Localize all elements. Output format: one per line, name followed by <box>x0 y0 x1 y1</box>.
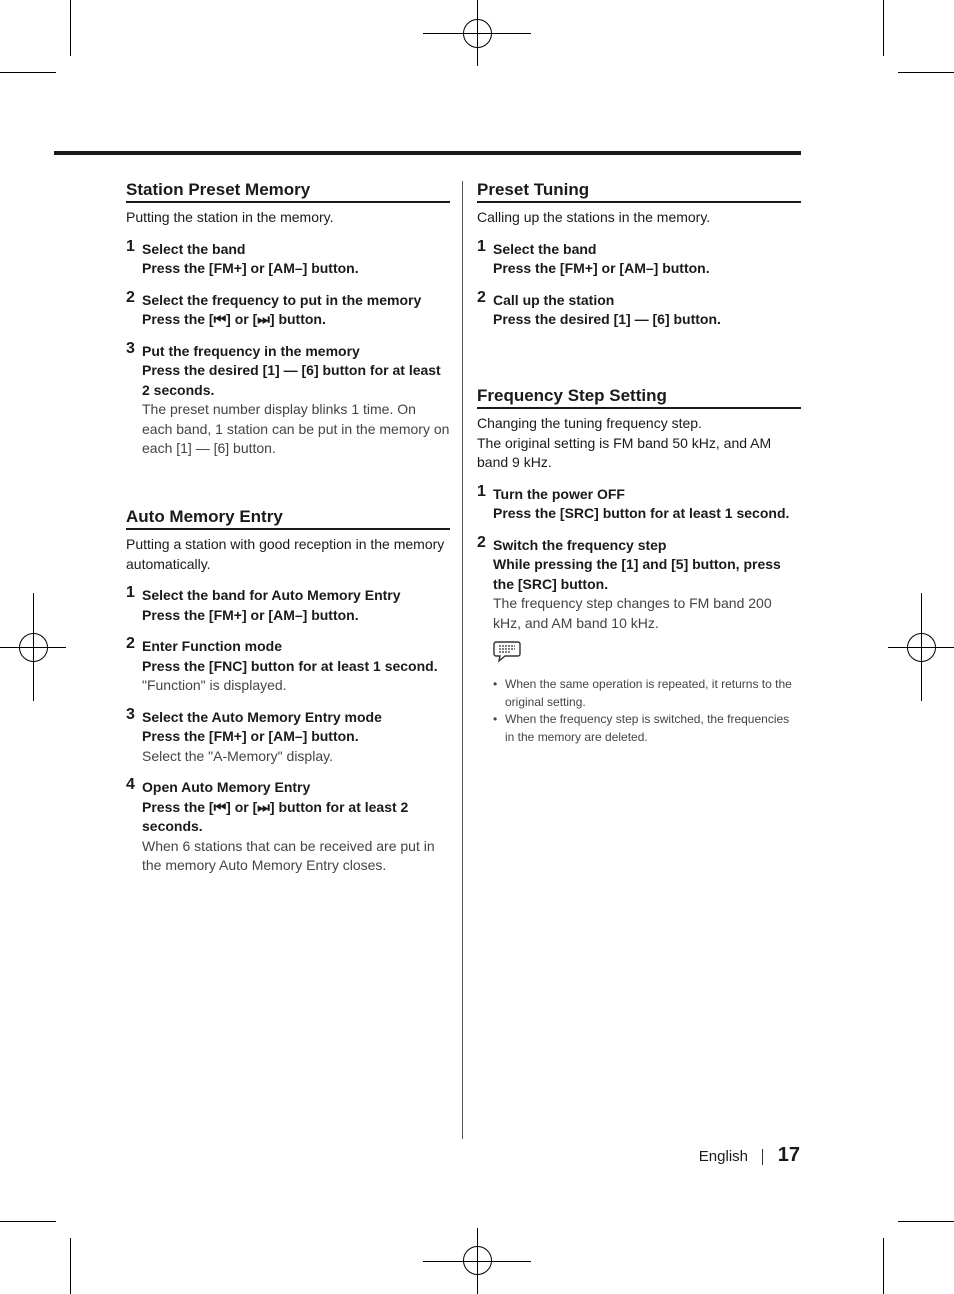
step-desc: While pressing the [1] and [5] button, press the [SRC] button. <box>493 556 781 592</box>
step <box>477 533 801 669</box>
step-title: Enter Function mode <box>142 638 282 654</box>
step-note: The preset number display blinks 1 time. On each band, 1 station can be put in the memory on each [1] — [6] button. <box>142 401 450 456</box>
step <box>126 778 450 876</box>
footer-language: English <box>698 1148 748 1165</box>
frequency-step-section <box>477 386 801 746</box>
step-number: 1 <box>126 584 135 601</box>
step-title: Call up the station <box>493 291 615 308</box>
column-divider <box>462 181 463 1139</box>
left-column <box>126 180 450 459</box>
right-column <box>477 180 801 330</box>
step <box>477 288 801 330</box>
page-footer <box>640 1145 800 1169</box>
step-desc: Press the [⏮] or [⏭] button for at least 2 seconds. <box>142 798 409 834</box>
footer-separator <box>762 1149 763 1165</box>
section-title: Preset Tuning <box>477 180 801 203</box>
step-number: 1 <box>477 237 486 255</box>
section-intro-2: The original setting is FM band 50 kHz, and AM band 9 kHz. <box>477 434 772 470</box>
section-title: Station Preset Memory <box>126 180 450 203</box>
step <box>126 705 450 767</box>
note-item: • When the frequency step is switched, the frequencies in the memory are deleted. <box>493 712 790 744</box>
preset-tuning-section <box>477 180 801 330</box>
step-desc: Press the [FM+] or [AM–] button. <box>142 728 359 744</box>
section-intro: Calling up the stations in the memory. <box>477 209 711 225</box>
step-title: Select the band for Auto Memory Entry <box>142 587 401 603</box>
step <box>477 482 801 524</box>
section-title: Frequency Step Setting <box>477 386 801 409</box>
step-desc: Press the desired [1] — [6] button for at least 2 seconds. <box>142 362 441 398</box>
step-title: Put the frequency in the memory <box>142 342 360 359</box>
step-number: 2 <box>477 533 486 551</box>
step-number: 3 <box>126 705 135 723</box>
section-intro: Changing the tuning frequency step. <box>477 415 702 431</box>
left-column-lower <box>126 507 450 876</box>
step <box>126 586 450 625</box>
step-note: The frequency step changes to FM band 200 kHz, and AM band 10 kHz. <box>493 595 772 631</box>
step-desc: Press the [⏮] or [⏭] button. <box>142 311 326 327</box>
right-column-lower <box>477 386 801 746</box>
section-intro: Putting a station with good reception in the memory automatically. <box>126 536 445 572</box>
step-desc: Press the [FM+] or [AM–] button. <box>142 260 359 276</box>
step-desc: Press the [FM+] or [AM–] button. <box>493 260 710 276</box>
step-number: 1 <box>126 237 135 255</box>
step-number: 1 <box>477 482 486 500</box>
note-item: • When the same operation is repeated, it returns to the original setting. <box>493 677 792 709</box>
step-title: Select the Auto Memory Entry mode <box>142 708 382 725</box>
step-title: Turn the power OFF <box>493 485 625 502</box>
step-title: Open Auto Memory Entry <box>142 779 311 795</box>
step <box>477 237 801 279</box>
step-note: "Function" is displayed. <box>142 677 287 693</box>
section-intro: Putting the station in the memory. <box>126 209 334 225</box>
step-number: 2 <box>477 288 486 306</box>
station-preset-section <box>126 180 450 459</box>
section-title: Auto Memory Entry <box>126 507 450 530</box>
step-title: Select the band <box>142 240 246 257</box>
step-desc: Press the [FNC] button for at least 1 second. <box>142 657 438 674</box>
step <box>126 237 450 279</box>
step-number: 2 <box>126 288 135 306</box>
step-number: 3 <box>126 339 135 357</box>
step-desc: Press the [FM+] or [AM–] button. <box>142 606 359 623</box>
step-title: Switch the frequency step <box>493 536 667 553</box>
note-icon <box>493 639 801 668</box>
step-title: Select the band <box>493 240 597 257</box>
step-note: When 6 stations that can be received are put in the memory Auto Memory Entry closes. <box>142 837 435 873</box>
header-rule <box>54 151 801 155</box>
step-number: 4 <box>126 776 135 793</box>
step-note: Select the "A-Memory" display. <box>142 747 333 764</box>
step-title: Select the frequency to put in the memory <box>142 291 422 308</box>
step-desc: Press the [SRC] button for at least 1 second. <box>493 505 790 521</box>
step <box>126 637 450 696</box>
step <box>126 339 450 459</box>
step-desc: Press the desired [1] — [6] button. <box>493 311 721 327</box>
auto-memory-section <box>126 507 450 876</box>
step-number: 2 <box>126 635 135 652</box>
notes-list <box>493 676 801 746</box>
step <box>126 288 450 330</box>
page-number: 17 <box>777 1144 800 1166</box>
